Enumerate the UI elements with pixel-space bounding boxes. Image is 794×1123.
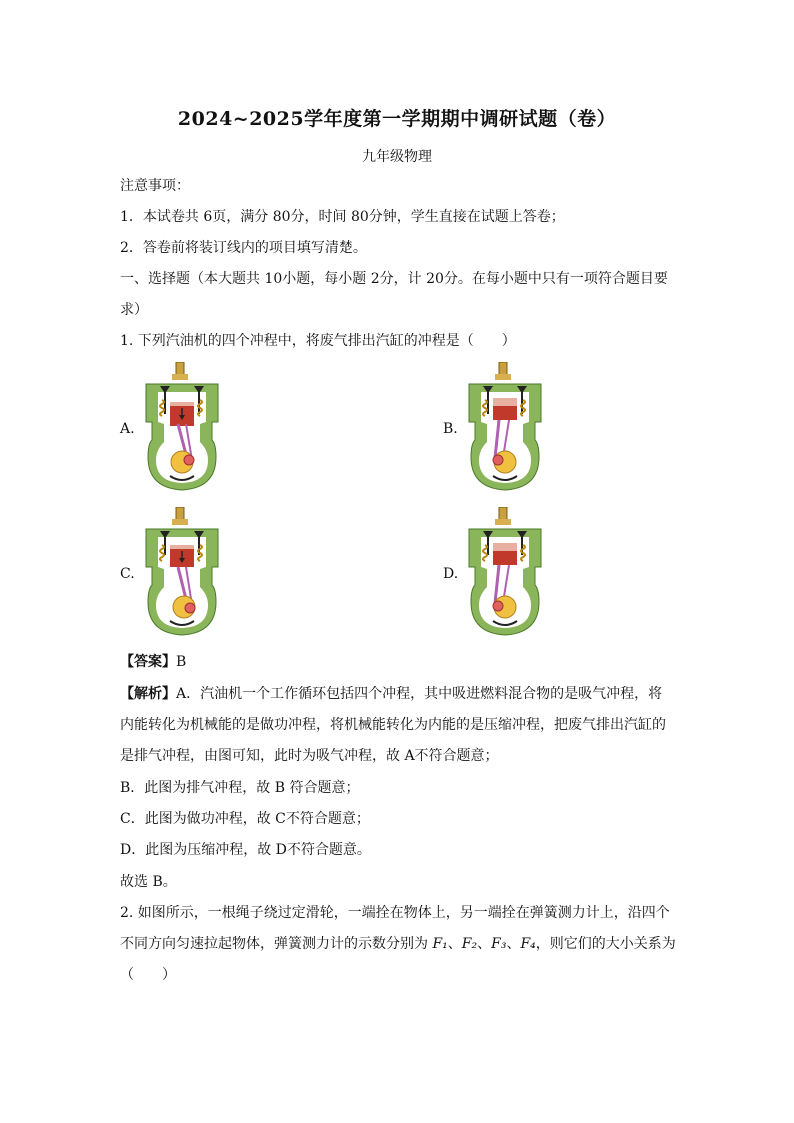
force-f3: F₃ — [491, 936, 507, 952]
answer-value: B — [176, 654, 187, 670]
analysis-line-b: B．此图为排气冲程，故 B 符合题意； — [120, 780, 360, 796]
engine-diagram-b — [465, 362, 545, 494]
question-2-text-post: ，则它们的大小关系为 — [535, 936, 676, 952]
answer-line — [120, 652, 186, 672]
engine-diagram-c — [142, 507, 222, 639]
question-2-text-pre: 不同方向匀速拉起物体，弹簧测力计的示数分别为 — [120, 936, 433, 952]
force-f2: F₂ — [461, 936, 478, 952]
force-f1: F₁ — [432, 936, 448, 952]
option-a-label: A. — [120, 421, 135, 437]
notice-item-2: 2．答卷前将装订线内的项目填写清楚。 — [120, 240, 367, 256]
analysis-line-c: C．此图为做功冲程，故 C不符合题意； — [120, 811, 370, 827]
notice-item-1: 1．本试卷共 6页，满分 80分，时间 80分钟，学生直接在试题上答卷； — [120, 209, 565, 225]
separator: 、 — [477, 936, 492, 952]
analysis-line-1 — [120, 684, 662, 704]
question-1-stem: 1. 下列汽油机的四个冲程中，将废气排出汽缸的冲程是（ ） — [120, 333, 516, 349]
section-heading-line1: 一、选择题（本大题共 10小题，每小题 2分，计 20分。在每小题中只有一项符合题目要 — [120, 271, 668, 287]
option-b-label: B. — [443, 421, 458, 437]
analysis-line-d: D．此图为压缩冲程，故 D不符合题意。 — [120, 842, 371, 858]
answer-label: 【答案】 — [120, 654, 176, 670]
engine-diagram-a — [142, 362, 222, 494]
analysis-line-3: 是排气冲程，由图可知，此时为吸气冲程，故 A不符合题意； — [120, 748, 499, 764]
section-heading-line2: 求） — [120, 302, 148, 318]
separator: 、 — [447, 936, 462, 952]
analysis-text-1: A．汽油机一个工作循环包括四个冲程，其中吸进燃料混合物的是吸气冲程，将 — [176, 686, 663, 702]
notice-heading: 注意事项： — [120, 178, 190, 194]
separator: 、 — [506, 936, 521, 952]
exam-title: 2024~2025学年度第一学期期中调研试题（卷） — [177, 108, 617, 130]
option-c-label: C. — [120, 566, 135, 582]
exam-subtitle: 九年级物理 — [362, 149, 432, 165]
force-f4: F₄ — [520, 936, 536, 952]
question-2-line2 — [120, 934, 676, 954]
analysis-line-2: 内能转化为机械能的是做功冲程，将机械能转化为内能的是压缩冲程，把废气排出汽缸的 — [120, 717, 666, 733]
question-2-line3: （ ） — [120, 967, 176, 983]
question-2-line1: 2. 如图所示，一根绳子绕过定滑轮，一端拴在物体上，另一端拴在弹簧测力计上，沿四个 — [120, 905, 670, 921]
engine-diagram-d — [465, 507, 545, 639]
analysis-conclusion: 故选 B。 — [120, 874, 177, 890]
option-d-label: D. — [443, 566, 459, 582]
analysis-label: 【解析】 — [120, 686, 176, 702]
